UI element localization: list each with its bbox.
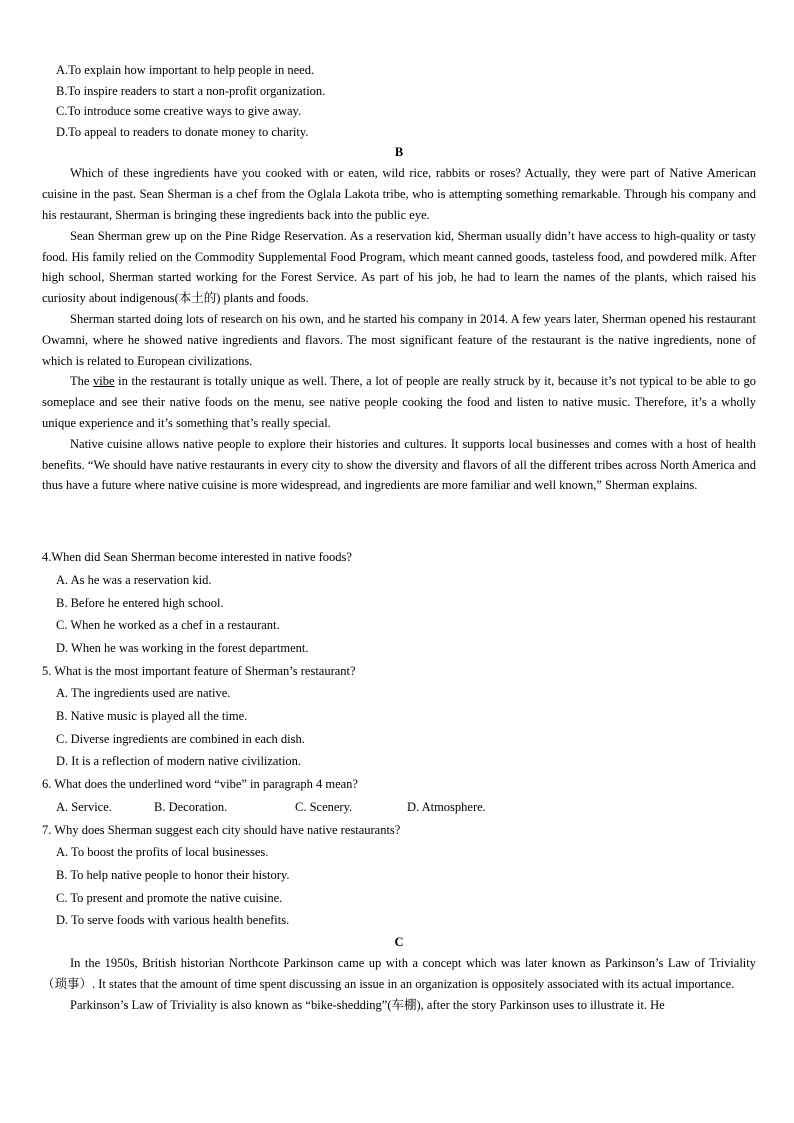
section-b-paragraph-4 [42,371,756,433]
question-4-stem: 4.When did Sean Sherman become interested in native foods? [42,550,352,565]
section-b-paragraph-5: Native cuisine allows native people to explore their histories and cultures. It supports local businesses and comes with a host of health benefits. “We should have native restaurants in every city to show the diversity and flavors of all the different tribes across North America and thus have a future where native cuisine is more widespread, and ingredients are more familiar and well known,” Sherman explains. [42,436,756,493]
document-page [42,60,756,1015]
question-6-option-c: C. Scenery. [295,799,353,814]
section-b-paragraph-2: Sean Sherman grew up on the Pine Ridge Reservation. As a reservation kid, Sherman usually didn’t have access to high-quality or tasty food. His family relied on the Commodity Supplemental Food Program, which meant canned goods, tasteless food, and powdered milk. After high school, Sherman started working for the Forest Service. As part of his job, he had to learn the names of the plants, which raised his curiosity about indigenous(本土的) plants and foods. [42,228,756,306]
section-b-paragraph-3: Sherman started doing lots of research on his own, and he started his company in 2014. A few years later, Sherman opened his restaurant Owamni, where he showed native ingredients and flavors. The most significant feature of the restaurant is the native ingredients, none of which is related to European civilizations. [42,311,756,368]
question-6 [42,773,756,818]
q3-options [42,60,756,142]
question-4-option-a: A. As he was a reservation kid. [56,572,212,587]
q3-option-c: C.To introduce some creative ways to give away. [56,104,302,119]
question-5-option-c: C. Diverse ingredients are combined in each dish. [56,731,305,746]
question-4-option-d: D. When he was working in the forest department. [56,640,309,655]
section-b-paragraph-1: Which of these ingredients have you cooked with or eaten, wild rice, rabbits or roses? Actually, they were part of Native American cuisine in the past. Sean Sherman is a chef from the Oglala Lakota tribe, who is attempting something remarkable. Through his company and his restaurant, Sherman is bringing these ingredients back into the public eye. [42,166,756,222]
question-5-option-d: D. It is a reflection of modern native civilization. [56,754,302,769]
question-6-option-b: B. Decoration. [154,799,228,814]
underlined-word-vibe: vibe [93,374,115,389]
question-5-option-a: A. The ingredients used are native. [56,686,231,701]
question-7-option-d: D. To serve foods with various health benefits. [56,913,290,928]
section-c-heading: C [394,935,404,950]
section-c-paragraph-1: In the 1950s, British historian Northcote Parkinson came up with a concept which was later known as Parkinson’s Law of Triviality （琐事）. It states that the amount of time spent discussing an issue in an organization is oppositely associated with its actual importance. [42,956,756,991]
q3-option-d: D.To appeal to readers to donate money to charity. [56,124,309,139]
q3-option-a: A.To explain how important to help people in need. [56,63,315,77]
paragraph-4-rest: in the restaurant is totally unique as well. There, a lot of people are really struck by it, because it’s not typical to be able to go someplace and see their native foods on the menu, see native people cooking the food and listen to native music. Therefore, it’s a wholly unique experience and it’s something that’s really special. [42,374,756,430]
question-4-option-b: B. Before he entered high school. [56,595,224,610]
spacer [42,496,756,546]
question-7-option-b: B. To help native people to honor their history. [56,867,290,882]
q3-option-b: B.To inspire readers to start a non-profit organization. [56,83,326,98]
question-4 [42,546,756,660]
question-7-stem: 7. Why does Sherman suggest each city should have native restaurants? [42,822,401,837]
question-5-stem: 5. What is the most important feature of Sherman’s restaurant? [42,663,356,678]
question-7-option-a: A. To boost the profits of local businesses. [56,845,269,860]
question-6-option-d: D. Atmosphere. [407,799,486,814]
section-b-heading: B [394,145,404,160]
section-c-paragraph-2: Parkinson’s Law of Triviality is also known as “bike-shedding”(车棚), after the story Parkinson uses to illustrate it. He [70,997,665,1012]
question-5 [42,660,756,774]
question-6-option-a: A. Service. [56,799,112,814]
question-4-option-c: C. When he worked as a chef in a restaurant. [56,618,280,633]
question-6-options [42,796,756,819]
question-7-option-c: C. To present and promote the native cuisine. [56,890,283,905]
paragraph-4-start: The [70,374,94,389]
question-6-stem: 6. What does the underlined word “vibe” in paragraph 4 mean? [42,777,358,792]
question-7 [42,819,756,933]
question-5-option-b: B. Native music is played all the time. [56,709,248,724]
